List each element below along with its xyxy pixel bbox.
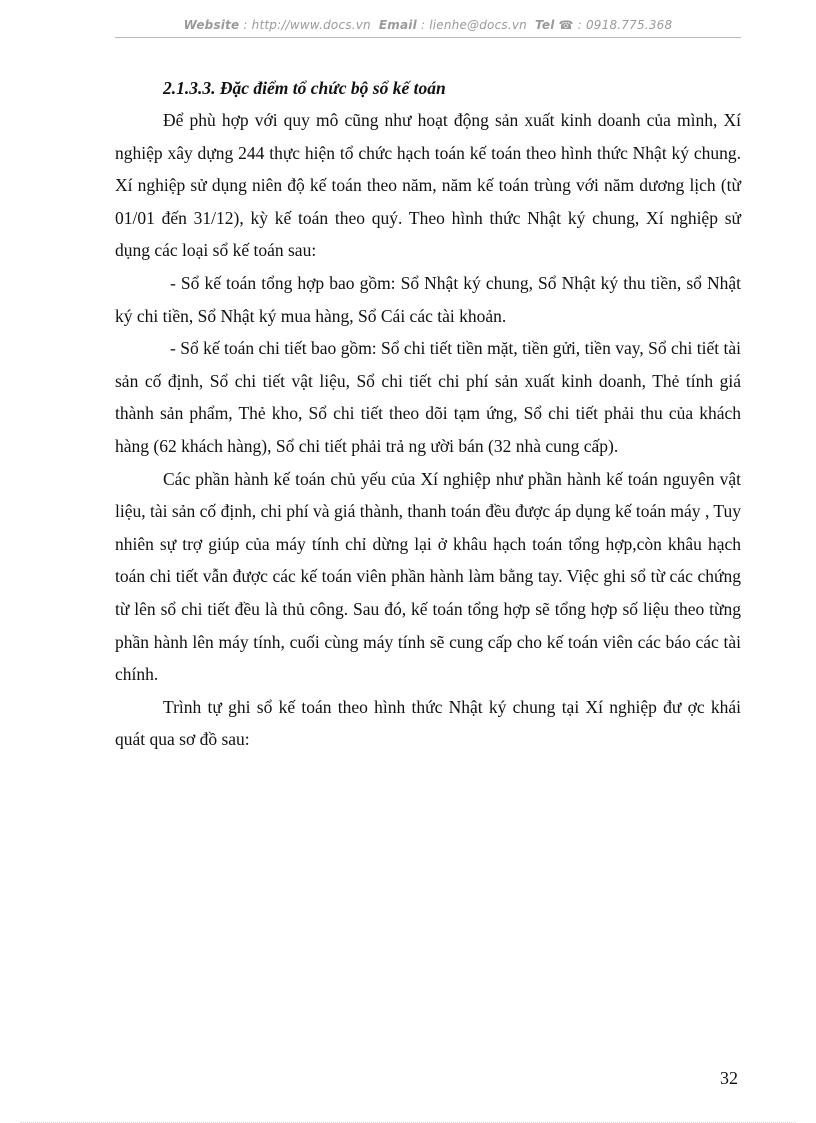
website-value: : http://www.docs.vn: [243, 18, 371, 32]
bullet-general-ledgers: - Sổ kế toán tổng hợp bao gồm: Sổ Nhật ký chung, Sổ Nhật ký thu tiền, sổ Nhật ký chi tiền, Sổ Nhật ký mua hàng, Sổ Cái các tài khoản.: [115, 272, 741, 326]
page-header: [115, 18, 741, 32]
email-label: Email: [378, 18, 417, 32]
tel-label: Tel: [535, 18, 555, 32]
header-divider: [115, 37, 741, 38]
website-label: Website: [183, 18, 240, 32]
email-value: : lienhe@docs.vn: [420, 18, 527, 32]
document-body: [115, 72, 741, 756]
paragraph-accounting-modules: Các phần hành kế toán chủ yếu của Xí nghiệp như phần hành kế toán nguyên vật liệu, tài sản cố định, chi phí và giá thành, thanh toán đều được áp dụng kế toán máy , Tuy nhiên sự trợ giúp của máy tính chỉ dừng lại ở khâu hạch toán tổng hợp,còn khâu hạch toán chi tiết vẫn được các kế toán viên phần hành làm bằng tay. Việc ghi sổ từ các chứng từ lên sổ chi tiết đều là thủ công. Sau đó, kế toán tổng hợp sẽ tổng hợp số liệu theo từng phần hành lên máy tính, cuối cùng máy tính sẽ cung cấp cho kế toán viên các báo các tài chính.: [115, 468, 741, 685]
page-number: 32: [720, 1068, 738, 1088]
section-heading: 2.1.3.3. Đặc điểm tổ chức bộ sổ kế toán: [163, 78, 446, 98]
bullet-detail-ledgers: - Sổ kế toán chi tiết bao gồm: Sổ chi tiết tiền mặt, tiền gửi, tiền vay, Sổ chi tiết tài sản cố định, Sổ chi tiết vật liệu, Sổ chi tiết chi phí sản xuất kinh doanh, Thẻ tính giá thành sản phẩm, Thẻ kho, Sổ chi tiết theo dõi tạm ứng, Sổ chi tiết phải thu của khách hàng (62 khách hàng), Sổ chi tiết phải trả ng ười bán (32 nhà cung cấp).: [115, 338, 741, 456]
paragraph-intro: Để phù hợp với quy mô cũng như hoạt động sản xuất kinh doanh của mình, Xí nghiệp xây dựng 244 thực hiện tổ chức hạch toán kế toán theo hình thức Nhật ký chung. Xí nghiệp sử dụng niên độ kế toán theo năm, năm kế toán trùng với năm dương lịch (từ 01/01 đến 31/12), kỳ kế toán theo quý. Theo hình thức Nhật ký chung, Xí nghiệp sử dụng các loại sổ kế toán sau:: [115, 110, 741, 261]
paragraph-diagram-intro: Trình tự ghi sổ kế toán theo hình thức Nhật ký chung tại Xí nghiệp đư ợc khái quát qua sơ đồ sau:: [115, 696, 741, 750]
tel-value: ☎ : 0918.775.368: [558, 18, 673, 32]
